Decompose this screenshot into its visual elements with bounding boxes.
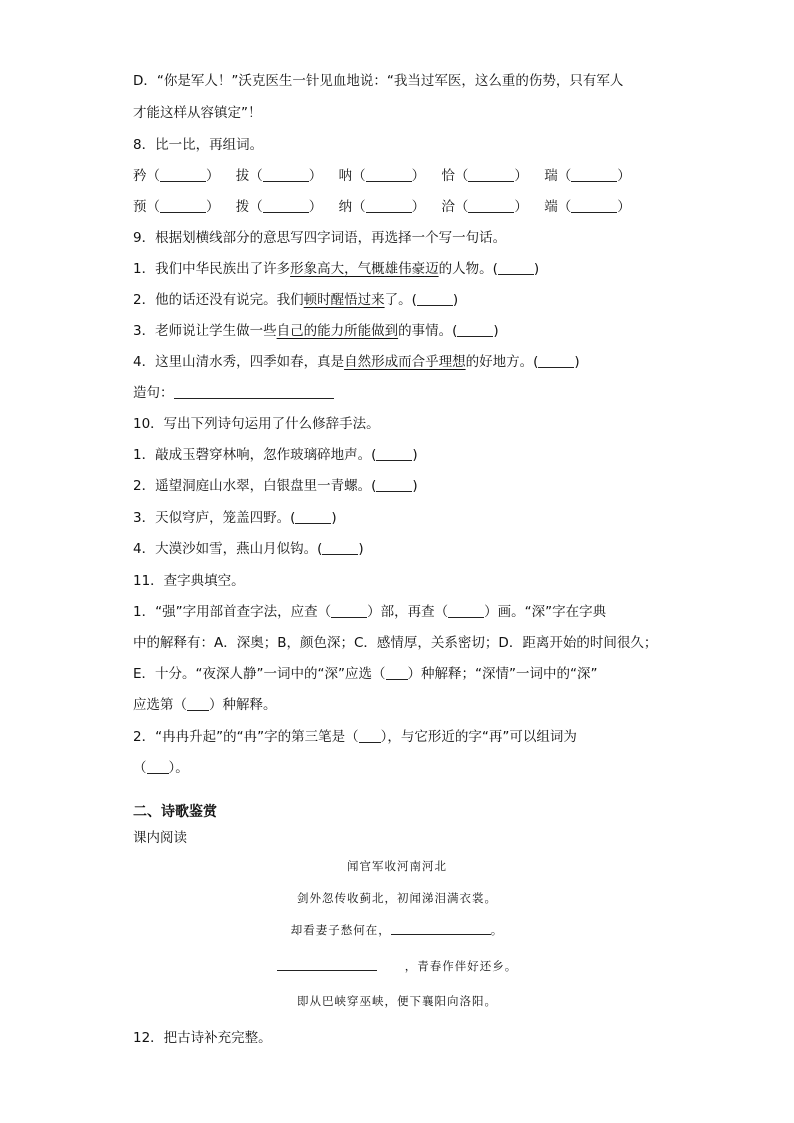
answer-blank[interactable] [571, 169, 617, 182]
char: 矜 [133, 168, 147, 184]
q11-line3: E．十分。“夜深人静”一词中的“深”应选（ ）种解释；“深情”一词中的“深” [133, 666, 598, 682]
answer-blank[interactable] [417, 293, 453, 306]
answer-blank[interactable] [457, 324, 493, 337]
answer-blank[interactable] [147, 761, 169, 774]
answer-blank[interactable] [386, 667, 408, 680]
answer-blank[interactable] [498, 262, 534, 275]
poem-title: 闻官军收河南河北 [347, 859, 447, 873]
char: 恰 [441, 168, 455, 184]
q11-line2: 中的解释有：A．深奥；B，颜色深；C．感情厚，关系密切；D．距离开始的时间很久； [133, 635, 658, 651]
char: 呐 [338, 168, 353, 184]
q10-title: 10．写出下列诗句运用了什么修辞手法。 [133, 416, 380, 432]
q11-line5: 2．“冉冉升起”的“冉”字的第三笔是（ ），与它形近的字“再”可以组词为 [133, 729, 577, 745]
q8-row2: 预（ ） 拨（ ） 纳（ ） 洽（ ） 端（ ） [133, 199, 631, 215]
q8-title: 8．比一比，再组词。 [133, 137, 264, 153]
q7-option-d-line1: D．“你是军人！”沃克医生一针见血地说：“我当过军医，这么重的伤势，只有军人 [133, 73, 624, 89]
answer-blank[interactable] [263, 200, 309, 213]
q12-title: 12．把古诗补充完整。 [133, 1030, 272, 1046]
answer-blank[interactable] [376, 448, 412, 461]
q10-item-3: 3．天似穹庐，笼盖四野。( ) [133, 510, 337, 526]
answer-blank[interactable] [359, 730, 381, 743]
answer-blank[interactable] [366, 200, 412, 213]
poem-blank[interactable] [391, 923, 491, 935]
answer-blank[interactable] [187, 698, 209, 711]
q9-item-4: 4．这里山清水秀，四季如春，真是自然形成而合乎理想的好地方。( ) [133, 354, 580, 370]
poem-line1: 剑外忽传收蓟北，初闻涕泪满衣裳。 [297, 891, 497, 905]
section-subheading: 课内阅读 [133, 830, 187, 846]
q11-line1: 1．“强”字用部首查字法，应查（ ）部，再查（ ）画。“深”字在字典 [133, 604, 607, 620]
answer-blank[interactable] [295, 511, 331, 524]
q10-item-4: 4．大漠沙如雪，燕山月似钩。( ) [133, 541, 364, 557]
answer-blank[interactable] [331, 605, 367, 618]
q11-title: 11．查字典填空。 [133, 573, 245, 589]
q7-option-d-line2: 才能这样从容镇定”！ [133, 105, 262, 121]
char: 纳 [338, 199, 353, 215]
answer-blank[interactable] [448, 605, 484, 618]
sentence-field[interactable] [174, 386, 334, 399]
answer-blank[interactable] [571, 200, 617, 213]
q8-row1: 矜（ ） 拔（ ） 呐（ ） 恰（ ） 瑞（ ） [133, 168, 631, 184]
q9-title: 9．根据划横线部分的意思写四字词语，再选择一个写一句话。 [133, 230, 507, 246]
answer-blank[interactable] [263, 169, 309, 182]
char: 瑞 [544, 168, 558, 184]
q9-sentence: 造句： [133, 381, 334, 401]
answer-blank[interactable] [160, 169, 206, 182]
q10-item-1: 1．敲成玉磬穿林响，忽作玻璃碎地声。( ) [133, 447, 418, 463]
answer-blank[interactable] [468, 169, 514, 182]
q10-item-2: 2．遥望洞庭山水翠，白银盘里一青螺。( ) [133, 478, 418, 494]
answer-blank[interactable] [468, 200, 514, 213]
q9-item-3: 3．老师说让学生做一些自己的能力所能做到的事情。( ) [133, 323, 499, 339]
section-heading: 二、诗歌鉴赏 [133, 804, 217, 820]
answer-blank[interactable] [366, 169, 412, 182]
char: 拔 [235, 168, 250, 184]
poem-line4: 即从巴峡穿巫峡，便下襄阳向洛阳。 [297, 994, 497, 1008]
q9-item-2: 2．他的话还没有说完。我们顿时醒悟过来了。( ) [133, 292, 459, 308]
q11-line4: 应选第（ ）种解释。 [133, 697, 277, 713]
char: 预 [133, 199, 147, 215]
q11-line6: （ ）。 [133, 760, 189, 776]
poem-line3: ，青春作伴好还乡。 [0, 958, 794, 974]
answer-blank[interactable] [376, 479, 412, 492]
char: 拨 [235, 199, 250, 215]
char: 端 [544, 199, 558, 215]
answer-blank[interactable] [322, 542, 358, 555]
q9-item-1: 1．我们中华民族出了许多形象高大，气概雄伟豪迈的人物。( ) [133, 261, 540, 277]
poem-blank[interactable] [277, 959, 377, 971]
poem-line2: 却看妻子愁何在， 。 [290, 923, 504, 937]
char: 洽 [441, 199, 455, 215]
answer-blank[interactable] [538, 355, 574, 368]
answer-blank[interactable] [160, 200, 206, 213]
